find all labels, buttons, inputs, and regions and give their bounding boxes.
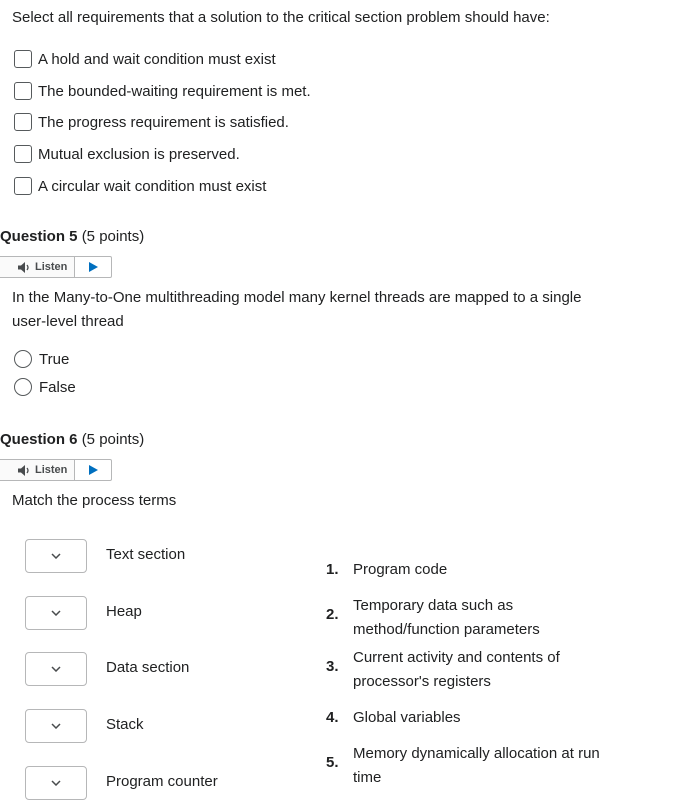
chevron-down-icon — [51, 780, 61, 786]
listen-label: Listen — [35, 261, 68, 273]
question-title: Question 5 — [0, 228, 78, 245]
checkbox[interactable] — [14, 113, 32, 131]
chevron-down-icon — [51, 666, 61, 672]
checkbox-option-2[interactable] — [14, 80, 311, 102]
match-select-5[interactable] — [25, 766, 87, 800]
answer-text: Temporary data such as method/function parameters — [353, 597, 540, 638]
listen-label: Listen — [35, 464, 68, 476]
match-select-1[interactable] — [25, 539, 87, 573]
match-select-2[interactable] — [25, 596, 87, 630]
answer-number: 4. — [326, 709, 339, 726]
listen-widget[interactable] — [0, 459, 112, 481]
match-term: Data section — [106, 659, 190, 676]
answer-text: Memory dynamically allocation at run time — [353, 745, 600, 786]
match-select-4[interactable] — [25, 709, 87, 743]
listen-widget[interactable] — [0, 256, 112, 278]
play-icon — [89, 465, 98, 475]
question-6-heading — [0, 431, 144, 448]
radio-option-label: False — [39, 378, 76, 396]
question-6-prompt: Match the process terms — [12, 492, 177, 509]
chevron-down-icon — [51, 723, 61, 729]
radio-option-false[interactable] — [14, 376, 76, 398]
speaker-icon — [18, 465, 31, 476]
answer-text: Program code — [353, 561, 448, 578]
checkbox-option-3[interactable] — [14, 111, 289, 133]
play-button[interactable] — [75, 465, 111, 475]
checkbox-option-label: The progress requirement is satisfied. — [38, 113, 289, 131]
checkbox-option-label: Mutual exclusion is preserved. — [38, 145, 240, 163]
radio-option-true[interactable] — [14, 348, 69, 370]
match-term: Heap — [106, 603, 142, 620]
checkbox-option-label: A circular wait condition must exist — [38, 177, 267, 195]
question-5-heading — [0, 228, 144, 245]
question-points: (5 points) — [81, 431, 145, 448]
speaker-icon — [18, 262, 31, 273]
answer-number: 3. — [326, 658, 339, 675]
checkbox[interactable] — [14, 82, 32, 100]
chevron-down-icon — [51, 553, 61, 559]
radio-option-label: True — [39, 350, 70, 368]
answer-number: 1. — [326, 561, 339, 578]
checkbox[interactable] — [14, 50, 32, 68]
question-4-prompt: Select all requirements that a solution to the critical section problem should have: — [12, 9, 550, 26]
checkbox-option-1[interactable] — [14, 48, 276, 70]
play-icon — [89, 262, 98, 272]
question-points: (5 points) — [81, 228, 145, 245]
chevron-down-icon — [51, 610, 61, 616]
match-select-3[interactable] — [25, 652, 87, 686]
checkbox[interactable] — [14, 145, 32, 163]
radio-button[interactable] — [14, 350, 32, 368]
checkbox-option-label: A hold and wait condition must exist — [38, 50, 276, 68]
listen-button[interactable] — [0, 460, 75, 480]
question-5-prompt: In the Many-to-One multithreading model many kernel threads are mapped to a single user-level thread — [12, 289, 582, 330]
checkbox-option-4[interactable] — [14, 143, 240, 165]
checkbox[interactable] — [14, 177, 32, 195]
checkbox-option-5[interactable] — [14, 175, 266, 197]
listen-button[interactable] — [0, 257, 75, 277]
play-button[interactable] — [75, 262, 111, 272]
question-title: Question 6 — [0, 431, 78, 448]
answer-number: 2. — [326, 606, 339, 623]
match-term: Text section — [106, 546, 186, 563]
answer-number: 5. — [326, 754, 339, 771]
match-term: Stack — [106, 716, 144, 733]
answer-text: Current activity and contents of processor's registers — [353, 649, 560, 690]
radio-button[interactable] — [14, 378, 32, 396]
checkbox-option-label: The bounded-waiting requirement is met. — [38, 82, 311, 100]
answer-text: Global variables — [353, 709, 461, 726]
match-term: Program counter — [106, 773, 218, 790]
